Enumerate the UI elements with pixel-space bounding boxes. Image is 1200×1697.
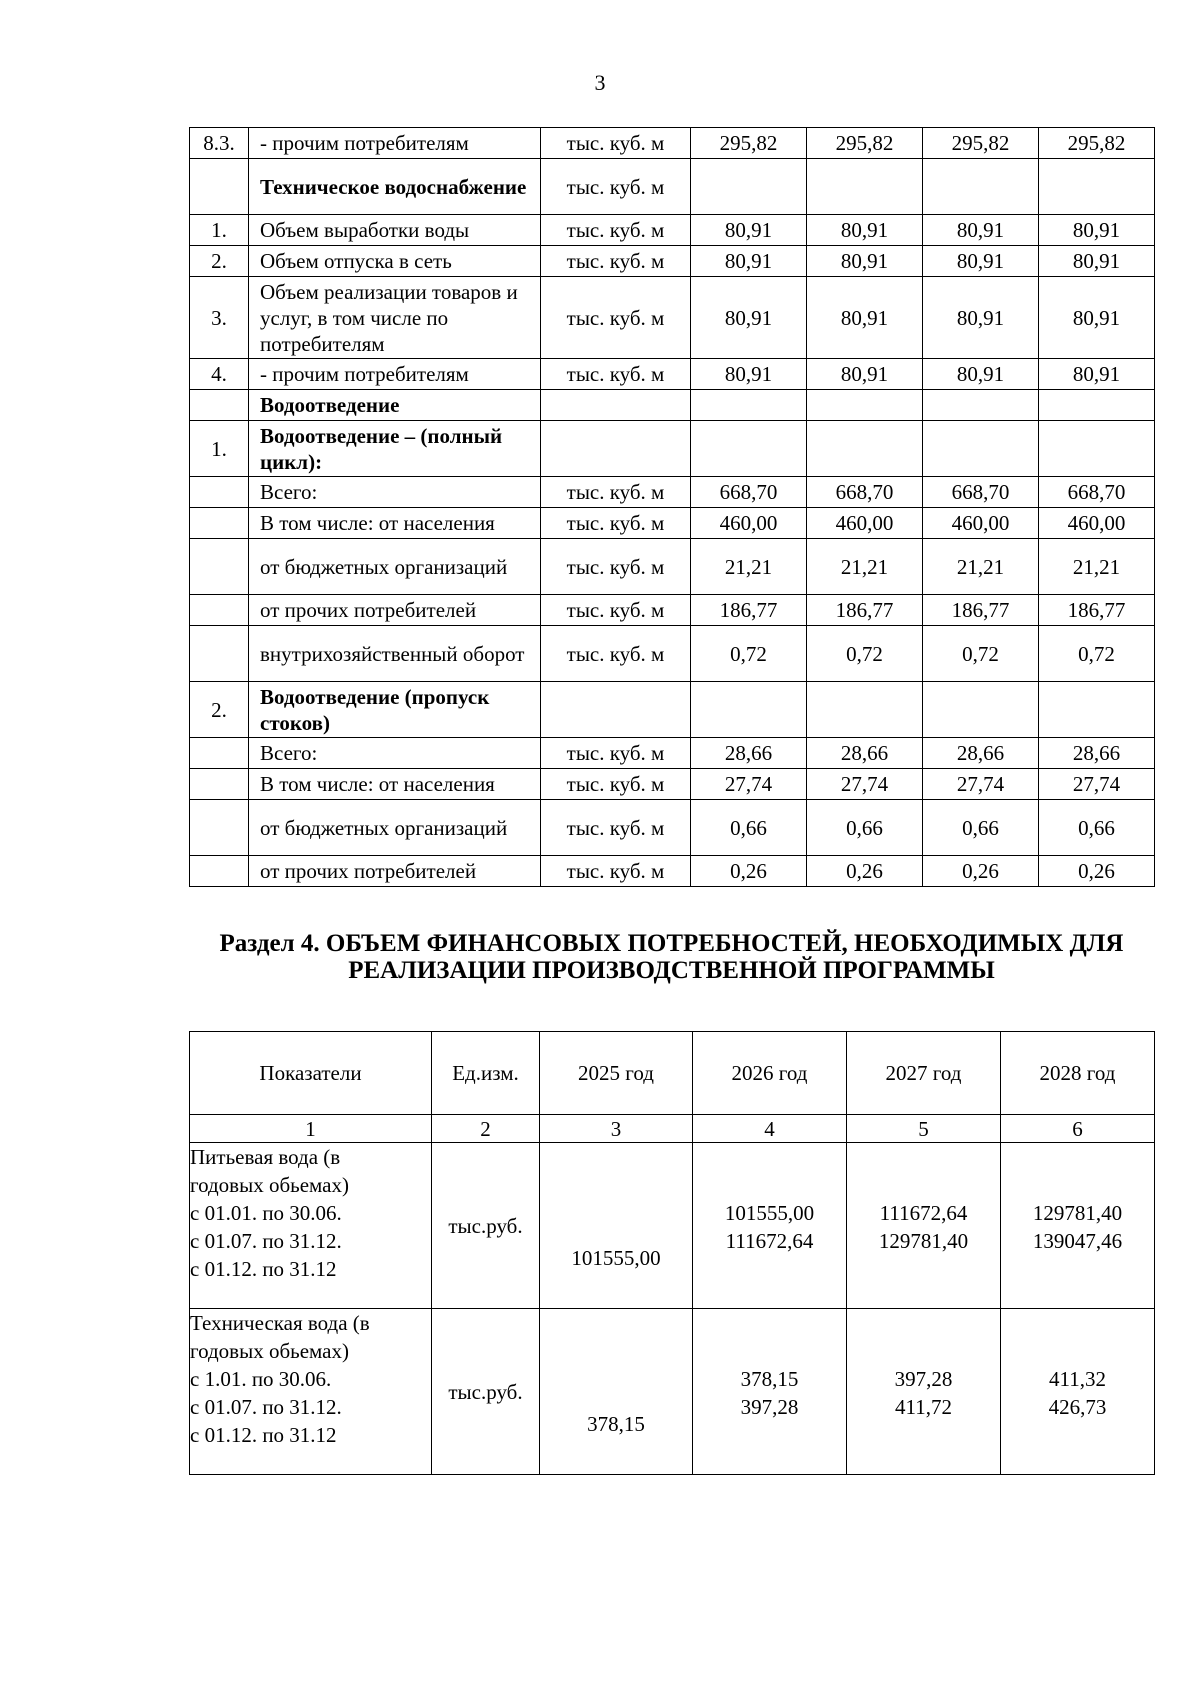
row-number — [190, 595, 249, 626]
row-value — [923, 390, 1039, 421]
header-2027: 2027 год — [847, 1032, 1001, 1115]
row-unit: тыс. куб. м — [541, 539, 691, 595]
row-value: 80,91 — [1039, 277, 1155, 359]
row-unit: тыс. куб. м — [541, 159, 691, 215]
row-value: 28,66 — [691, 738, 807, 769]
indicator-line: с 01.01. по 30.06. — [190, 1201, 342, 1225]
value-2026: 111672,64 — [725, 1229, 814, 1253]
row-label: Объем реализации товаров и услуг, в том числе по потребителям — [249, 277, 541, 359]
row-unit: тыс. куб. м — [541, 769, 691, 800]
row-value: 0,72 — [923, 626, 1039, 682]
table-row — [190, 390, 1155, 421]
value-2026: 378,15 — [740, 1367, 799, 1391]
row-value: 460,00 — [923, 508, 1039, 539]
indicator-line: с 01.12. по 31.12 — [190, 1257, 337, 1281]
row-number — [190, 159, 249, 215]
row-unit: тыс. куб. м — [541, 359, 691, 390]
row-value: 668,70 — [807, 477, 923, 508]
table-row — [190, 1143, 1155, 1309]
row-value: 295,82 — [807, 128, 923, 159]
row-value — [807, 159, 923, 215]
value-2026: 397,28 — [740, 1395, 799, 1419]
row-number — [190, 477, 249, 508]
col-number: 5 — [847, 1115, 1001, 1143]
value-2027-cell — [847, 1143, 1001, 1309]
col-number: 4 — [693, 1115, 847, 1143]
row-value: 668,70 — [691, 477, 807, 508]
row-value: 186,77 — [807, 595, 923, 626]
row-value: 0,26 — [923, 856, 1039, 887]
row-value: 0,66 — [807, 800, 923, 856]
row-value: 0,66 — [1039, 800, 1155, 856]
value-2028-pair — [1001, 1199, 1154, 1255]
row-label: от прочих потребителей — [249, 856, 541, 887]
row-value: 80,91 — [923, 246, 1039, 277]
row-number — [190, 390, 249, 421]
row-value: 80,91 — [691, 215, 807, 246]
row-unit: тыс. куб. м — [541, 508, 691, 539]
table-row — [190, 215, 1155, 246]
value-2027: 411,72 — [895, 1395, 952, 1419]
row-label: Объем выработки воды — [249, 215, 541, 246]
col-number: 6 — [1001, 1115, 1155, 1143]
row-unit: тыс. куб. м — [541, 738, 691, 769]
value-2025-cell — [540, 1143, 693, 1309]
row-value: 80,91 — [691, 359, 807, 390]
row-value: 80,91 — [807, 277, 923, 359]
row-value: 80,91 — [807, 246, 923, 277]
row-value — [807, 390, 923, 421]
header-2026: 2026 год — [693, 1032, 847, 1115]
row-number — [190, 539, 249, 595]
row-unit: тыс. куб. м — [541, 856, 691, 887]
indicator-line: с 01.07. по 31.12. — [190, 1229, 342, 1253]
row-value: 80,91 — [1039, 246, 1155, 277]
value-2026-cell — [693, 1309, 847, 1475]
row-value: 0,26 — [807, 856, 923, 887]
row-value: 21,21 — [807, 539, 923, 595]
row-value: 80,91 — [923, 359, 1039, 390]
indicator-line: Питьевая вода (в — [190, 1145, 341, 1169]
row-number: 1. — [190, 421, 249, 477]
row-value — [923, 682, 1039, 738]
row-label: Объем отпуска в сеть — [249, 246, 541, 277]
row-label: от бюджетных организаций — [249, 539, 541, 595]
row-value: 27,74 — [1039, 769, 1155, 800]
row-value: 80,91 — [691, 246, 807, 277]
value-2028: 411,32 — [1049, 1367, 1106, 1391]
row-number: 2. — [190, 682, 249, 738]
table-row — [190, 595, 1155, 626]
row-value: 21,21 — [923, 539, 1039, 595]
row-label: - прочим потребителям — [249, 359, 541, 390]
value-2026-cell — [693, 1143, 847, 1309]
row-unit: тыс. куб. м — [541, 595, 691, 626]
value-2027: 397,28 — [894, 1367, 953, 1391]
table-row — [190, 246, 1155, 277]
value-2027: 129781,40 — [878, 1229, 969, 1253]
row-value: 27,74 — [691, 769, 807, 800]
row-value — [691, 390, 807, 421]
row-value: 186,77 — [691, 595, 807, 626]
row-value: 0,26 — [1039, 856, 1155, 887]
row-label: - прочим потребителям — [249, 128, 541, 159]
table-row — [190, 359, 1155, 390]
table-row — [190, 738, 1155, 769]
row-value: 295,82 — [691, 128, 807, 159]
header-unit: Ед.изм. — [432, 1032, 540, 1115]
row-value: 0,66 — [691, 800, 807, 856]
row-label: В том числе: от населения — [249, 769, 541, 800]
row-value — [807, 682, 923, 738]
row-number — [190, 856, 249, 887]
row-value — [1039, 421, 1155, 477]
row-value: 460,00 — [807, 508, 923, 539]
row-number: 2. — [190, 246, 249, 277]
table-row — [190, 682, 1155, 738]
indicator-line: с 01.12. по 31.12 — [190, 1423, 337, 1447]
unit-cell: тыс.руб. — [432, 1309, 540, 1475]
table-row — [190, 159, 1155, 215]
row-number — [190, 626, 249, 682]
row-value: 21,21 — [1039, 539, 1155, 595]
header-2025: 2025 год — [540, 1032, 693, 1115]
row-number: 4. — [190, 359, 249, 390]
row-unit: тыс. куб. м — [541, 477, 691, 508]
table-row — [190, 128, 1155, 159]
row-value — [923, 421, 1039, 477]
row-number — [190, 769, 249, 800]
value-2027: 111672,64 — [879, 1201, 968, 1225]
indicator-line: с 1.01. по 30.06. — [190, 1367, 332, 1391]
row-value: 0,72 — [807, 626, 923, 682]
row-value: 27,74 — [807, 769, 923, 800]
row-value — [1039, 682, 1155, 738]
row-unit: тыс. куб. м — [541, 277, 691, 359]
row-value: 27,74 — [923, 769, 1039, 800]
row-value: 295,82 — [1039, 128, 1155, 159]
row-value: 80,91 — [807, 359, 923, 390]
row-value: 186,77 — [1039, 595, 1155, 626]
row-number: 3. — [190, 277, 249, 359]
row-value: 80,91 — [923, 277, 1039, 359]
value-2025: 101555,00 — [571, 1246, 661, 1270]
value-2028-cell — [1001, 1309, 1155, 1475]
table-row — [190, 626, 1155, 682]
col-number: 3 — [540, 1115, 693, 1143]
value-2027-pair — [847, 1199, 1000, 1255]
table-row — [190, 477, 1155, 508]
row-value — [691, 421, 807, 477]
row-label: Водоотведение – (полный цикл): — [249, 421, 541, 477]
value-2028-cell — [1001, 1143, 1155, 1309]
row-unit: тыс. куб. м — [541, 128, 691, 159]
row-value — [923, 159, 1039, 215]
table-row — [190, 539, 1155, 595]
row-value — [691, 159, 807, 215]
row-value — [1039, 390, 1155, 421]
indicator-line: годовых обьемах) — [190, 1339, 349, 1363]
volume-table — [189, 127, 1155, 887]
row-label: Всего: — [249, 738, 541, 769]
value-2028: 139047,46 — [1032, 1229, 1123, 1253]
table-row — [190, 421, 1155, 477]
row-value — [807, 421, 923, 477]
row-value: 80,91 — [1039, 359, 1155, 390]
indicator-line: с 01.07. по 31.12. — [190, 1395, 342, 1419]
table-row — [190, 856, 1155, 887]
row-label: внутрихозяйственный оборот — [249, 626, 541, 682]
indicator-cell — [190, 1143, 432, 1309]
row-number: 1. — [190, 215, 249, 246]
row-value: 0,26 — [691, 856, 807, 887]
row-label: от бюджетных организаций — [249, 800, 541, 856]
row-value: 80,91 — [691, 277, 807, 359]
table-row — [190, 508, 1155, 539]
row-value: 28,66 — [923, 738, 1039, 769]
section-heading: Раздел 4. ОБЪЕМ ФИНАНСОВЫХ ПОТРЕБНОСТЕЙ, НЕОБХОДИМЫХ ДЛЯ РЕАЛИЗАЦИИ ПРОИЗВОДСТВЕННОЙ ПРОГРАММЫ — [219, 930, 1124, 984]
row-label: Техническое водоснабжение — [249, 159, 541, 215]
row-value: 0,72 — [691, 626, 807, 682]
row-number — [190, 508, 249, 539]
row-number — [190, 800, 249, 856]
row-unit: тыс. куб. м — [541, 800, 691, 856]
row-value — [1039, 159, 1155, 215]
indicator-line: Техническая вода (в — [190, 1311, 370, 1335]
table-row — [190, 1309, 1155, 1475]
row-label: Водоотведение (пропуск стоков) — [249, 682, 541, 738]
row-label: В том числе: от населения — [249, 508, 541, 539]
row-value: 80,91 — [1039, 215, 1155, 246]
row-unit — [541, 682, 691, 738]
indicator-line: годовых обьемах) — [190, 1173, 349, 1197]
row-value: 668,70 — [923, 477, 1039, 508]
value-2026-pair — [693, 1199, 846, 1255]
row-unit — [541, 390, 691, 421]
value-2027-pair — [847, 1365, 1000, 1421]
value-2028: 129781,40 — [1032, 1201, 1123, 1225]
row-label: Всего: — [249, 477, 541, 508]
row-value: 28,66 — [807, 738, 923, 769]
row-label: Водоотведение — [249, 390, 541, 421]
row-unit: тыс. куб. м — [541, 246, 691, 277]
row-value: 80,91 — [807, 215, 923, 246]
table-row — [190, 769, 1155, 800]
header-2028: 2028 год — [1001, 1032, 1155, 1115]
unit-cell: тыс.руб. — [432, 1143, 540, 1309]
row-value: 460,00 — [691, 508, 807, 539]
header-row — [190, 1032, 1155, 1115]
financial-needs-table — [189, 1031, 1155, 1475]
value-2027-cell — [847, 1309, 1001, 1475]
value-2028-pair — [1001, 1365, 1154, 1421]
row-unit: тыс. куб. м — [541, 215, 691, 246]
row-value: 0,72 — [1039, 626, 1155, 682]
table-row — [190, 800, 1155, 856]
column-number-row — [190, 1115, 1155, 1143]
row-value: 668,70 — [1039, 477, 1155, 508]
value-2025-cell — [540, 1309, 693, 1475]
value-2026: 101555,00 — [724, 1201, 815, 1225]
value-2025: 378,15 — [587, 1412, 645, 1436]
row-unit: тыс. куб. м — [541, 626, 691, 682]
row-label: от прочих потребителей — [249, 595, 541, 626]
col-number: 2 — [432, 1115, 540, 1143]
row-value: 460,00 — [1039, 508, 1155, 539]
col-number: 1 — [190, 1115, 432, 1143]
row-value: 28,66 — [1039, 738, 1155, 769]
row-value: 0,66 — [923, 800, 1039, 856]
row-value: 21,21 — [691, 539, 807, 595]
row-number — [190, 738, 249, 769]
row-value — [691, 682, 807, 738]
row-value: 80,91 — [923, 215, 1039, 246]
indicator-cell — [190, 1309, 432, 1475]
value-2026-pair — [693, 1365, 846, 1421]
row-number: 8.3. — [190, 128, 249, 159]
page-number: 3 — [594, 70, 606, 95]
row-value: 295,82 — [923, 128, 1039, 159]
row-value: 186,77 — [923, 595, 1039, 626]
table-row — [190, 277, 1155, 359]
value-2028: 426,73 — [1048, 1395, 1107, 1419]
header-indicators: Показатели — [190, 1032, 432, 1115]
row-unit — [541, 421, 691, 477]
